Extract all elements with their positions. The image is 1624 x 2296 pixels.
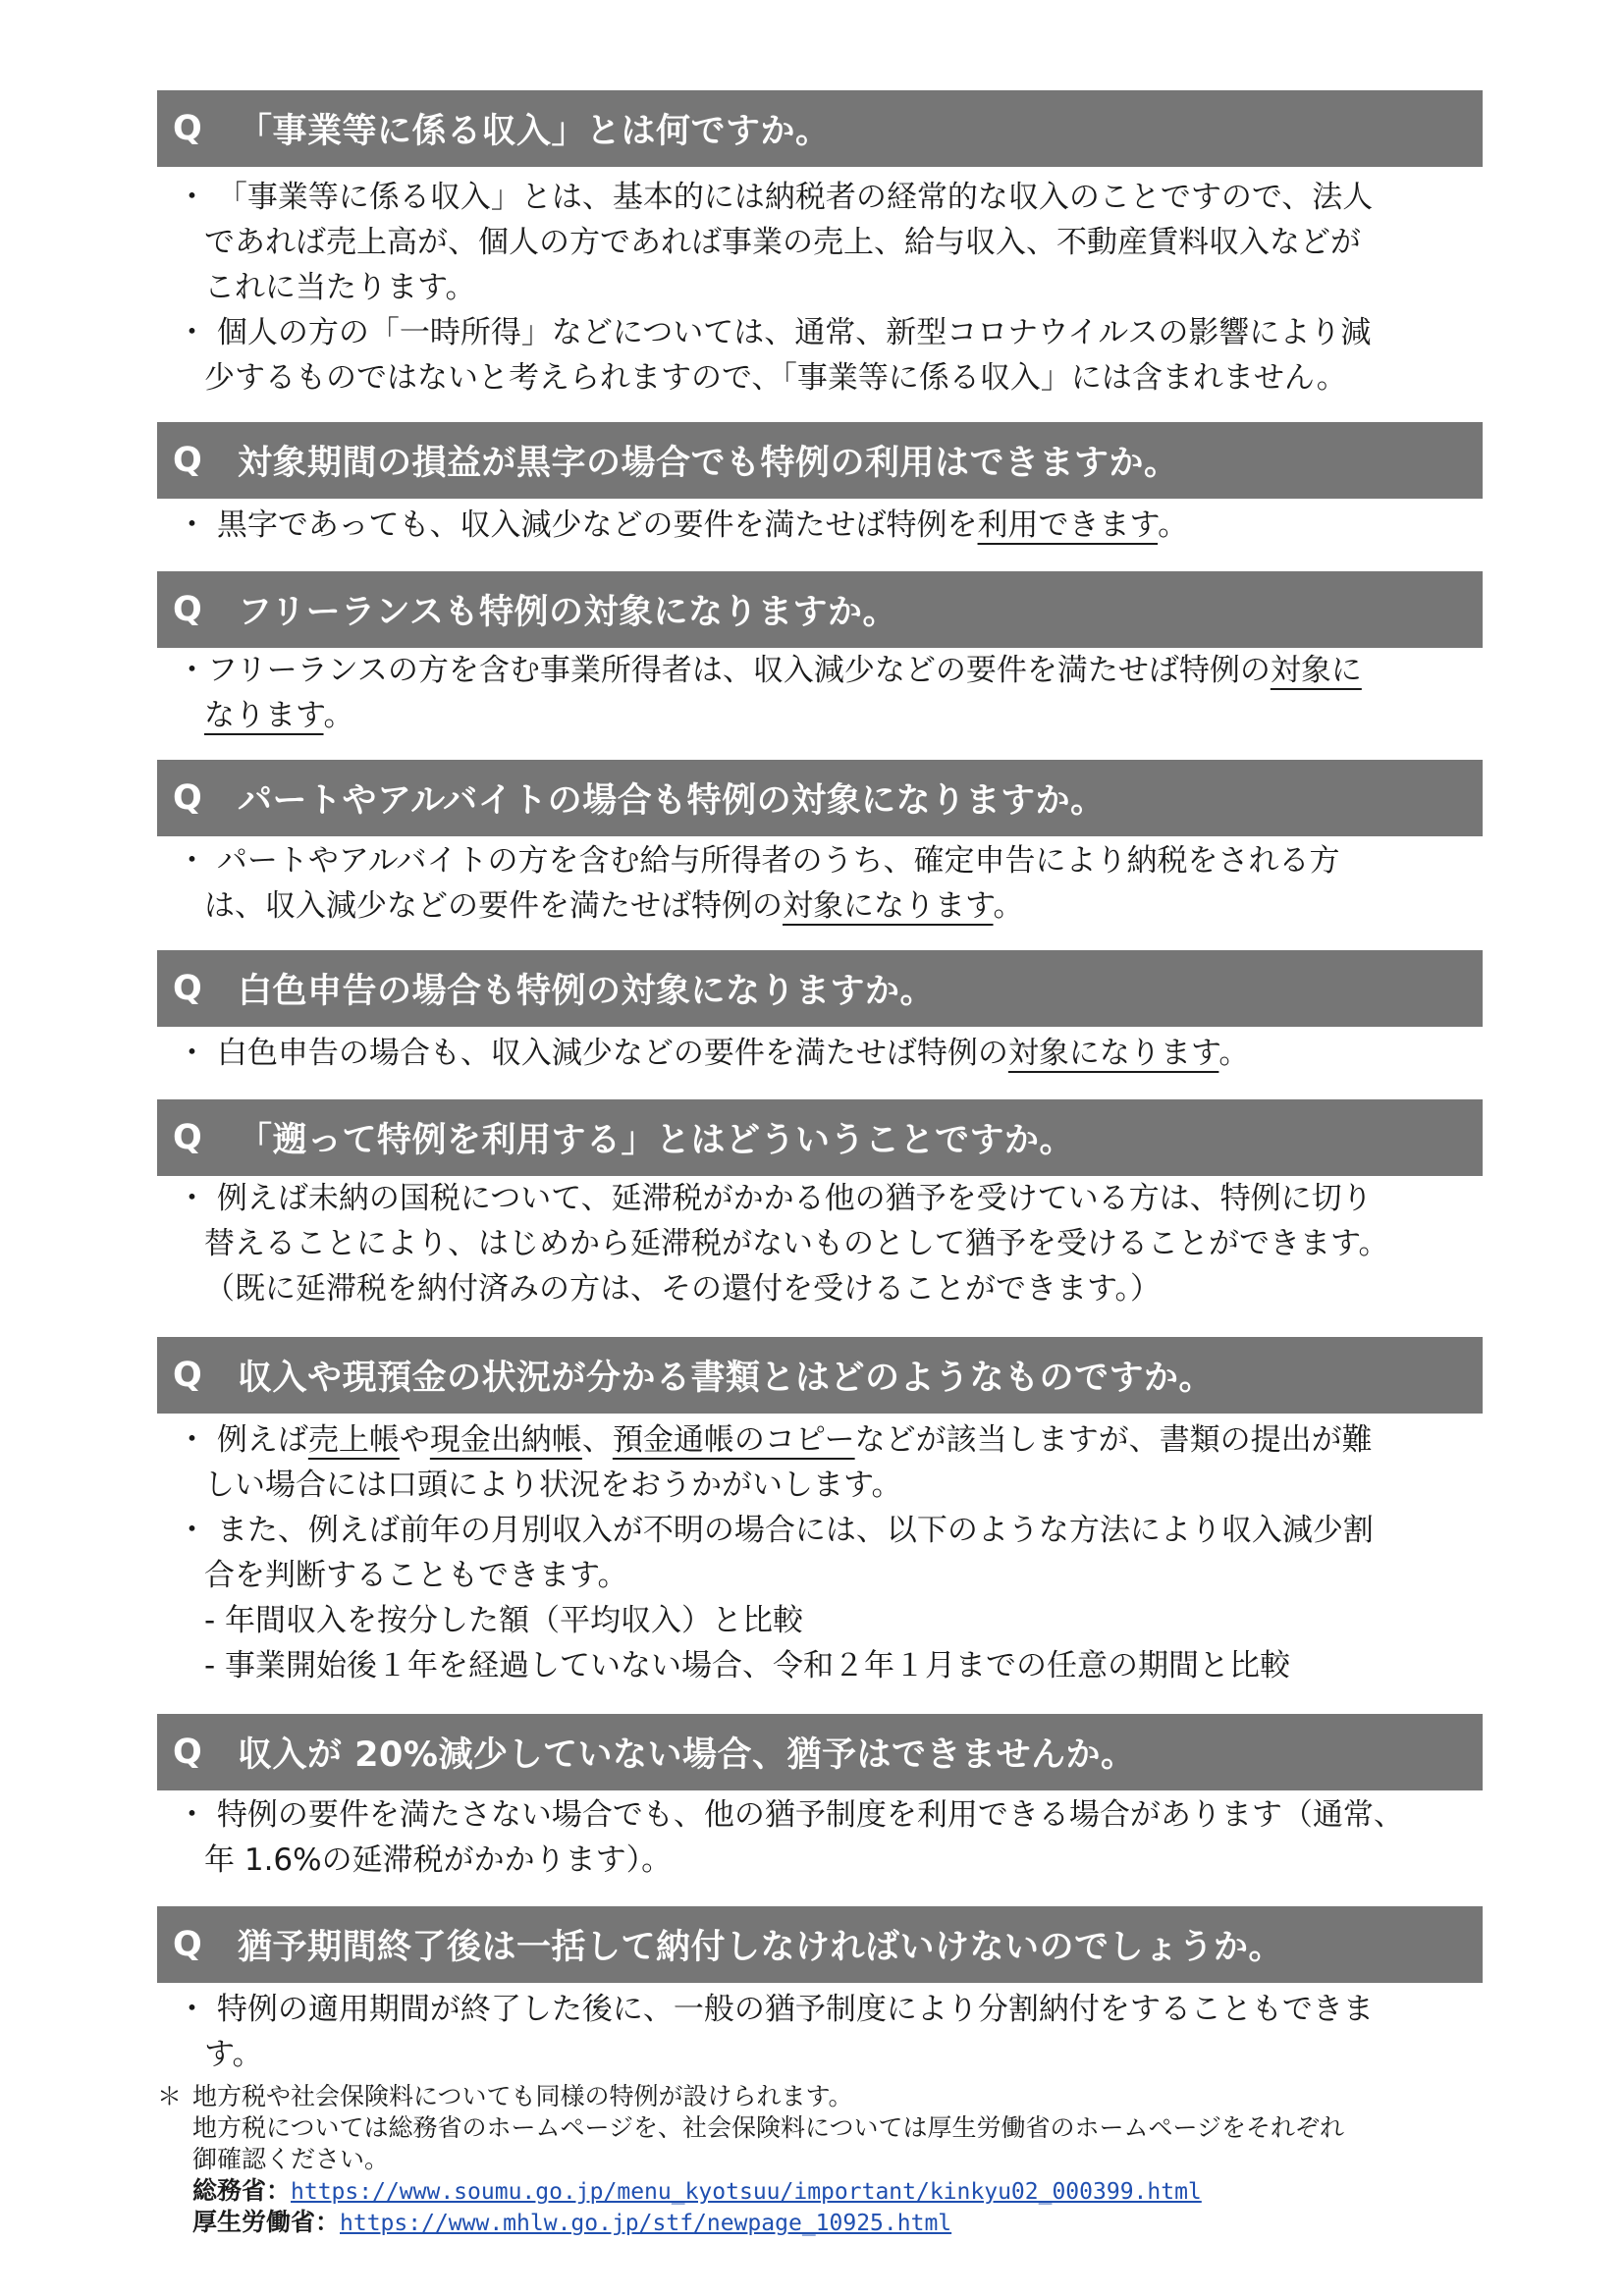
answer-line: であれば売上高が、個人の方であれば事業の売上、給与収入、不動産賃料収入などが bbox=[204, 225, 1361, 260]
question-6-header bbox=[157, 1099, 1483, 1176]
question-8-text: 収入が 20%減少していない場合、猶予はできませんか。 bbox=[238, 1735, 1136, 1775]
answer-text: などが該当しますが、書類の提出が難 bbox=[854, 1422, 1373, 1458]
answer-7 bbox=[177, 1417, 1492, 1688]
answer-2 bbox=[177, 503, 1492, 548]
q-mark: Q bbox=[173, 109, 203, 148]
answer-text: 。 bbox=[993, 888, 1024, 924]
answer-line bbox=[177, 883, 1492, 929]
footer-line bbox=[157, 2175, 1492, 2207]
soumu-label: 総務省： bbox=[192, 2176, 292, 2205]
question-5-text: 白色申告の場合も特例の対象になりますか。 bbox=[238, 972, 936, 1011]
answer-line: 合を判断することもできます。 bbox=[204, 1558, 628, 1593]
answer-underlined-text: 対象に bbox=[1270, 653, 1362, 688]
question-2-header bbox=[157, 422, 1483, 499]
question-3-header bbox=[157, 571, 1483, 648]
answer-line: 年 1.6%の延滞税がかかります）。 bbox=[204, 1842, 673, 1878]
question-7-text: 収入や現預金の状況が分かる書類とはどのようなものですか。 bbox=[238, 1359, 1215, 1398]
question-1-header bbox=[157, 90, 1483, 167]
footer-line: 御確認ください。 bbox=[192, 2145, 390, 2173]
mhlw-link[interactable]: https://www.mhlw.go.jp/stf/newpage_10925.html bbox=[340, 2211, 952, 2236]
answer-line: （既に延滞税を納付済みの方は、その還付を受けることができます。） bbox=[204, 1271, 1162, 1307]
answer-6 bbox=[177, 1176, 1492, 1311]
answer-text: は、収入減少などの要件を満たせば特例の bbox=[204, 888, 783, 924]
footer-note bbox=[157, 2081, 1492, 2238]
q-mark: Q bbox=[173, 1356, 203, 1395]
question-4-text: パートやアルバイトの場合も特例の対象になりますか。 bbox=[238, 781, 1106, 821]
mhlw-label: 厚生労働省： bbox=[192, 2208, 341, 2236]
answer-text: 。 bbox=[1218, 1036, 1250, 1071]
answer-text: や bbox=[399, 1422, 430, 1458]
answer-8 bbox=[177, 1792, 1492, 1883]
answer-underlined-text: 売上帳 bbox=[307, 1422, 400, 1458]
q-mark: Q bbox=[173, 1118, 203, 1157]
answer-text: ・ 白色申告の場合も、収入減少などの要件を満たせば特例の bbox=[177, 1036, 1008, 1071]
answer-line: ・ また、例えば前年の月別収入が不明の場合には、以下のような方法により収入減少割 bbox=[177, 1513, 1374, 1548]
answer-line bbox=[177, 1417, 1492, 1463]
question-1-text: 「事業等に係る収入」とは何ですか。 bbox=[238, 112, 831, 151]
answer-underlined-text: 現金出納帳 bbox=[429, 1422, 582, 1458]
question-2-text: 対象期間の損益が黒字の場合でも特例の利用はできますか。 bbox=[238, 444, 1179, 483]
footer-text: 地方税や社会保険料についても同様の特例が設けられます。 bbox=[192, 2082, 853, 2110]
footer-line bbox=[157, 2081, 1492, 2112]
q-mark: Q bbox=[173, 778, 203, 818]
answer-text: ・ 例えば bbox=[177, 1422, 308, 1458]
footer-line bbox=[157, 2207, 1492, 2238]
answer-line bbox=[177, 648, 1492, 693]
q-mark: Q bbox=[173, 1925, 203, 1964]
answer-line: 替えることにより、はじめから延滞税がないものとして猶予を受けることができます。 bbox=[204, 1226, 1389, 1261]
question-8-header bbox=[157, 1714, 1483, 1790]
question-9-header bbox=[157, 1906, 1483, 1983]
answer-text: ・ 黒字であっても、収入減少などの要件を満たせば特例を bbox=[177, 507, 978, 543]
answer-line: ・ 特例の要件を満たさない場合でも、他の猶予制度を利用できる場合があります（通常、 bbox=[177, 1797, 1404, 1833]
answer-line: しい場合には口頭により状況をおうかがいします。 bbox=[204, 1468, 902, 1503]
q-mark: Q bbox=[173, 969, 203, 1008]
answer-line: ・ パートやアルバイトの方を含む給与所得者のうち、確定申告により納税をされる方 bbox=[177, 843, 1340, 879]
answer-underlined-text: 預金通帳のコピー bbox=[612, 1422, 855, 1458]
answer-underlined-text: 対象になります bbox=[783, 888, 994, 924]
answer-line: ・ 個人の方の「一時所得」などについては、通常、新型コロナウイルスの影響により減 bbox=[177, 315, 1372, 350]
answer-line: これに当たります。 bbox=[204, 270, 476, 305]
answer-line bbox=[177, 693, 1492, 738]
q-mark: Q bbox=[173, 590, 203, 629]
answer-4 bbox=[177, 838, 1492, 929]
answer-line: ・ 特例の適用期間が終了した後に、一般の猶予制度により分割納付をすることもできま bbox=[177, 1992, 1374, 2027]
answer-line: す。 bbox=[204, 2037, 263, 2072]
answer-3 bbox=[177, 648, 1492, 738]
answer-underlined-text: 利用できます bbox=[977, 507, 1159, 543]
answer-underlined-text: 対象になります bbox=[1007, 1036, 1219, 1071]
question-6-text: 「遡って特例を利用する」とはどういうことですか。 bbox=[238, 1121, 1075, 1160]
answer-line: 少するものではないと考えられますので、「事業等に係る収入」には含まれません。 bbox=[204, 360, 1347, 396]
answer-line: - 事業開始後１年を経過していない場合、令和２年１月までの任意の期間と比較 bbox=[204, 1648, 1291, 1683]
answer-line bbox=[177, 503, 1492, 548]
q-mark: Q bbox=[173, 1733, 203, 1772]
question-4-header bbox=[157, 760, 1483, 836]
soumu-link[interactable]: https://www.soumu.go.jp/menu_kyotsuu/important/kinkyu02_000399.html bbox=[291, 2179, 1202, 2205]
answer-1 bbox=[177, 175, 1492, 400]
answer-text: 、 bbox=[581, 1422, 613, 1458]
answer-9 bbox=[177, 1987, 1492, 2077]
q-mark: Q bbox=[173, 441, 203, 480]
question-3-text: フリーランスも特例の対象になりますか。 bbox=[238, 593, 898, 632]
answer-underlined-text: なります bbox=[204, 698, 324, 733]
question-9-text: 猶予期間終了後は一括して納付しなければいけないのでしょうか。 bbox=[238, 1928, 1284, 1967]
answer-line bbox=[177, 1031, 1492, 1076]
footer-line: 地方税については総務省のホームページを、社会保険料については厚生労働省のホームページをそれぞれ bbox=[192, 2113, 1345, 2142]
asterisk-mark: ＊ bbox=[157, 2082, 183, 2110]
question-7-header bbox=[157, 1337, 1483, 1414]
question-5-header bbox=[157, 950, 1483, 1027]
answer-line: - 年間収入を按分した額（平均収入）と比較 bbox=[204, 1603, 804, 1638]
answer-text: 。 bbox=[323, 698, 354, 733]
answer-text: ・フリーランスの方を含む事業所得者は、収入減少などの要件を満たせば特例の bbox=[177, 653, 1271, 688]
answer-5 bbox=[177, 1031, 1492, 1076]
answer-line: ・ 例えば未納の国税について、延滞税がかかる他の猶予を受けている方は、特例に切り bbox=[177, 1181, 1373, 1216]
answer-text: 。 bbox=[1158, 507, 1189, 543]
answer-line: ・ 「事業等に係る収入」とは、基本的には納税者の経常的な収入のことですので、法人 bbox=[177, 180, 1374, 215]
